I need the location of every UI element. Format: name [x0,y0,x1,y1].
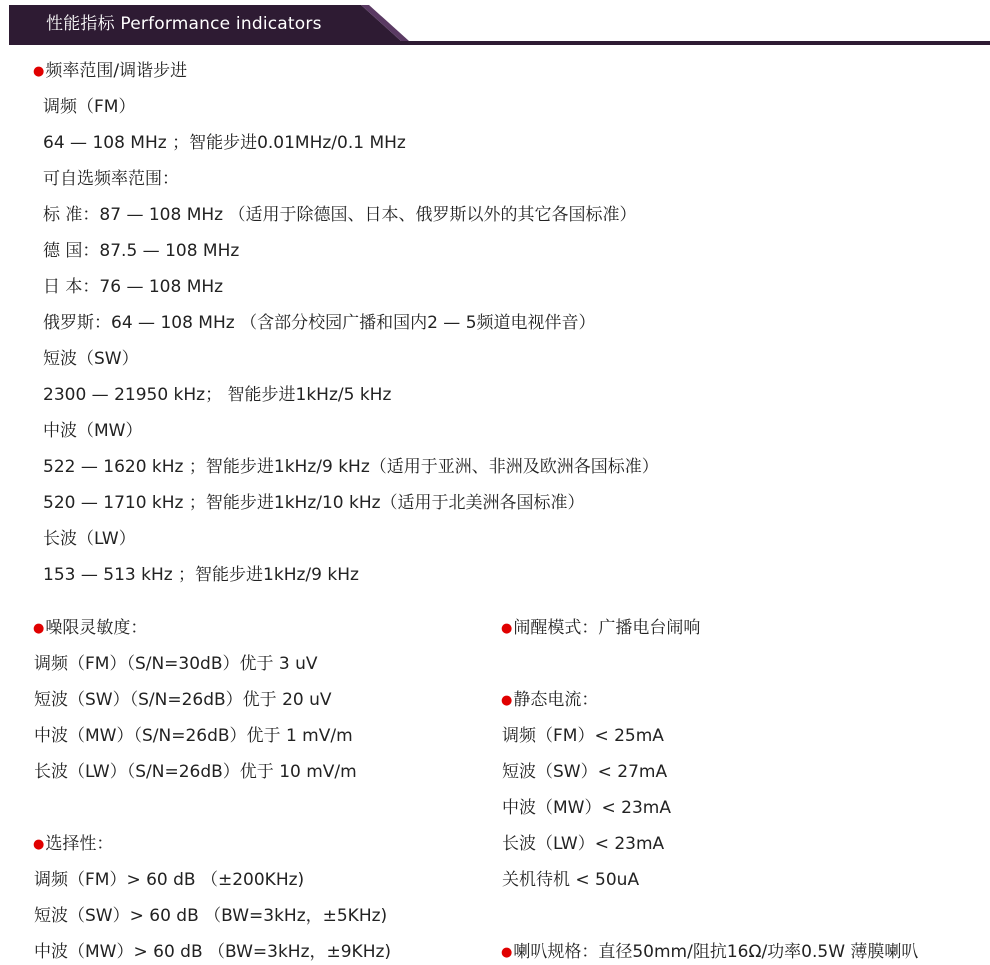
bullet-icon: ● [33,837,45,852]
current-line: 中波（MW）< 23mA [502,798,671,818]
freq-heading-text: 频率范围/调谐步进 [45,61,188,81]
freq-line: 调频（FM） [43,97,136,117]
freq-line: 长波（LW） [43,529,136,549]
freq-line: 520 — 1710 kHz ；智能步进1kHz/10 kHz（适用于北美洲各国标准） [43,493,585,513]
freq-line: 短波（SW） [43,349,139,369]
selectivity-line: 调频（FM）> 60 dB （±200KHz) [34,870,305,890]
alarm-heading-text: 闹醒模式：广播电台闹响 [513,618,701,638]
speaker-heading [501,941,918,965]
bullet-icon: ● [33,621,45,636]
freq-line: 俄罗斯：64 — 108 MHz （含部分校园广播和国内2 — 5频道电视伴音） [43,313,596,333]
current-line: 关机待机 < 50uA [502,870,640,890]
freq-line: 德 国：87.5 — 108 MHz [43,241,240,261]
current-line: 长波（LW）< 23mA [502,834,665,854]
freq-line: 153 — 513 kHz ；智能步进1kHz/9 kHz [43,565,359,585]
speaker-heading-text: 喇叭规格：直径50mm/阻抗16Ω/功率0.5W 薄膜喇叭 [513,942,919,962]
freq-line: 可自选频率范围： [43,169,179,189]
current-line: 调频（FM）< 25mA [502,726,664,746]
bullet-icon: ● [501,945,513,960]
section-header [9,5,990,45]
sensitivity-line: 调频（FM）（S/N=30dB）优于 3 uV [34,654,318,674]
selectivity-line: 中波（MW）> 60 dB （BW=3kHz，±9KHz) [34,942,392,962]
freq-line: 中波（MW） [43,421,143,441]
bullet-icon: ● [501,693,513,708]
bullet-icon: ● [33,64,45,79]
freq-line: 64 — 108 MHz ；智能步进0.01MHz/0.1 MHz [43,133,406,153]
selectivity-line: 短波（SW）> 60 dB （BW=3kHz，±5KHz) [34,906,388,926]
freq-line: 522 — 1620 kHz ；智能步进1kHz/9 kHz（适用于亚洲、非洲及欧洲各国标准） [43,457,659,477]
freq-line: 2300 — 21950 kHz； 智能步进1kHz/5 kHz [43,385,392,405]
sensitivity-heading [33,617,147,641]
current-line: 短波（SW）< 27mA [502,762,668,782]
current-heading-text: 静态电流： [513,690,599,710]
alarm-heading [501,617,700,641]
header-title: 性能指标 Performance indicators [46,14,322,34]
freq-line: 日 本：76 — 108 MHz [43,277,224,297]
selectivity-heading-text: 选择性： [45,834,114,854]
sensitivity-heading-text: 噪限灵敏度： [45,618,148,638]
sensitivity-line: 中波（MW）（S/N=26dB）优于 1 mV/m [34,726,353,746]
sensitivity-line: 短波（SW）（S/N=26dB）优于 20 uV [34,690,332,710]
selectivity-heading [33,833,113,857]
current-heading [501,689,598,713]
freq-line: 标 准：87 — 108 MHz （适用于除德国、日本、俄罗斯以外的其它各国标准） [43,205,637,225]
bullet-icon: ● [501,621,513,636]
freq-heading [33,60,187,84]
sensitivity-line: 长波（LW）（S/N=26dB）优于 10 mV/m [34,762,357,782]
